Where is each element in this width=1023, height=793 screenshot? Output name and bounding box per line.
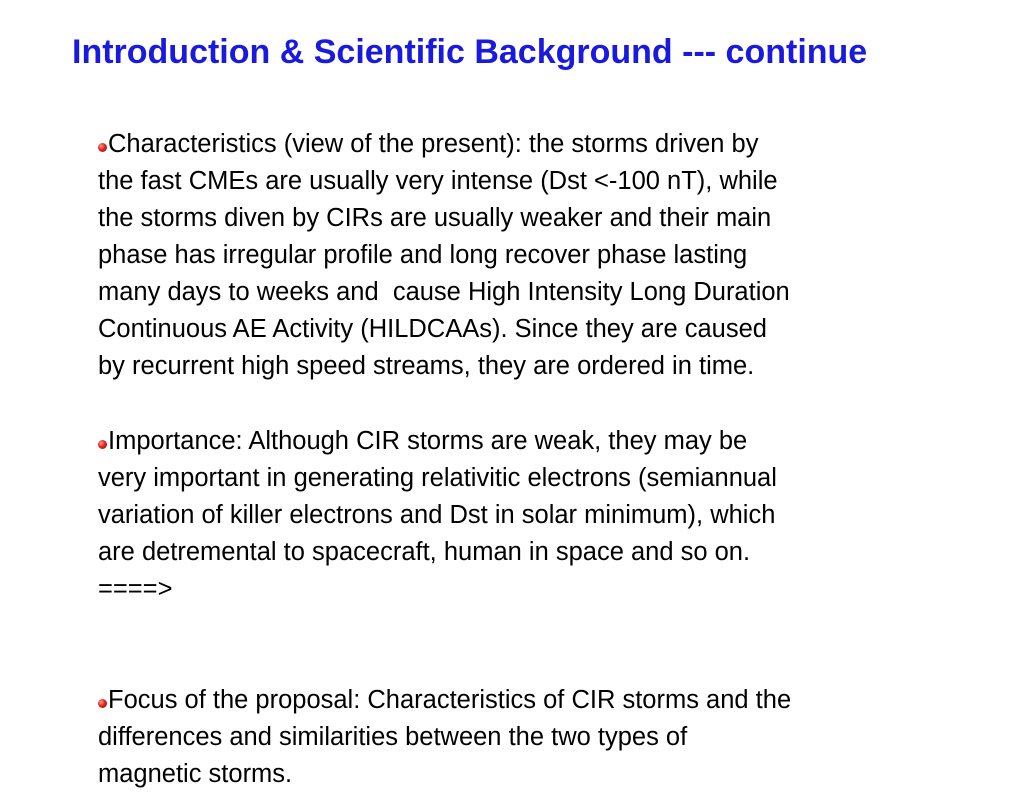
text-line <box>98 423 968 460</box>
red-sphere-bullet-icon <box>98 143 107 152</box>
bullet-text: Focus of the proposal: Characteristics of CIR storms and the <box>108 686 792 714</box>
text-line <box>98 126 968 163</box>
text-line: magnetic storms. <box>98 760 293 788</box>
slide-title: Introduction & Scientific Background --- continue <box>72 33 868 71</box>
bullet-importance <box>98 423 968 608</box>
text-line: the fast CMEs are usually very intense (Dst <-100 nT), while <box>98 167 778 195</box>
red-sphere-bullet-icon <box>98 440 107 449</box>
text-line: the storms diven by CIRs are usually weaker and their main <box>98 204 772 232</box>
text-line <box>98 682 968 719</box>
bullet-text: Characteristics (view of the present): the storms driven by <box>108 130 759 158</box>
text-line: very important in generating relativitic electrons (semiannual <box>98 464 777 492</box>
text-line: by recurrent high speed streams, they are ordered in time. <box>98 352 755 380</box>
bullet-text: Importance: Although CIR storms are weak, they may be <box>108 427 748 455</box>
bullet-characteristics <box>98 126 968 385</box>
arrow-line: ====> <box>98 575 173 603</box>
text-line: Continuous AE Activity (HILDCAAs). Since they are caused <box>98 315 767 343</box>
text-line: phase has irregular profile and long recover phase lasting <box>98 241 748 269</box>
text-line: variation of killer electrons and Dst in solar minimum), which <box>98 501 776 529</box>
text-line: are detremental to spacecraft, human in space and so on. <box>98 538 751 566</box>
red-sphere-bullet-icon <box>98 699 107 708</box>
text-line: differences and similarities between the two types of <box>98 723 688 751</box>
text-line: many days to weeks and cause High Intensity Long Duration <box>98 278 790 306</box>
bullet-focus <box>98 682 968 793</box>
